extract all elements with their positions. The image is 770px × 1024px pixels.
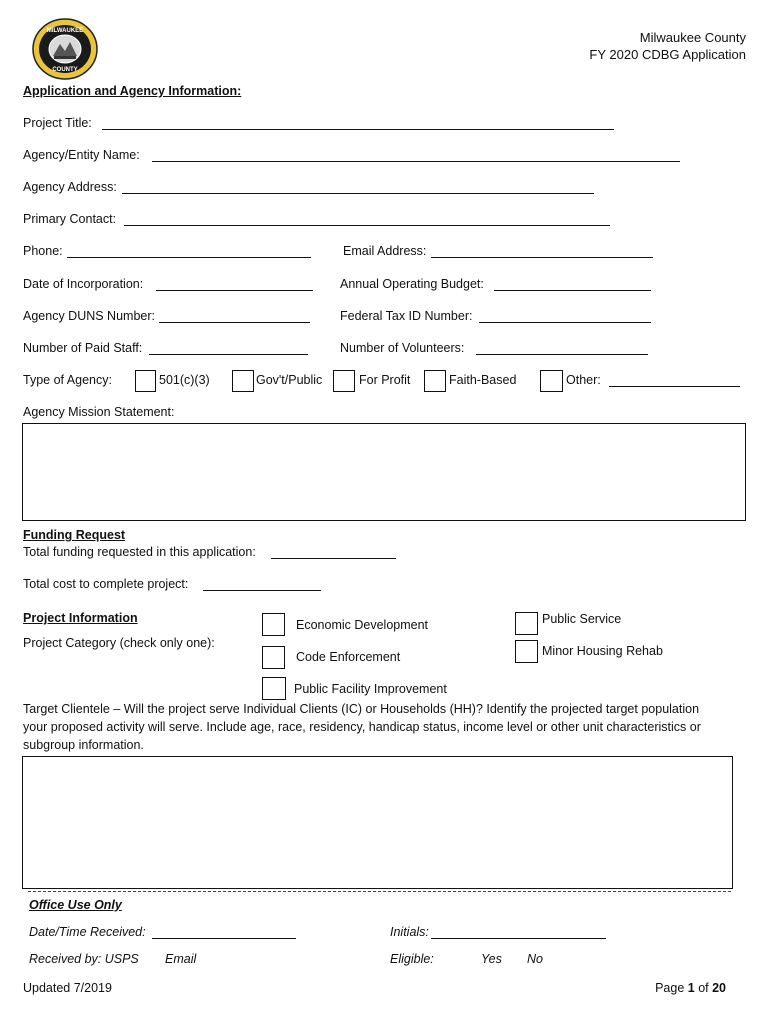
- page-of: of: [694, 981, 713, 995]
- budget-label: Annual Operating Budget:: [340, 277, 484, 291]
- tax-id-field[interactable]: [479, 322, 651, 323]
- public-facility-label: Public Facility Improvement: [294, 682, 447, 696]
- svg-text:COUNTY: COUNTY: [52, 67, 78, 73]
- mission-statement-label: Agency Mission Statement:: [23, 405, 175, 419]
- phone-label: Phone:: [23, 244, 63, 258]
- economic-development-label: Economic Development: [296, 618, 429, 632]
- office-use-title: Office Use Only: [29, 898, 122, 912]
- section-title-agency: Application and Agency Information:: [23, 84, 242, 98]
- county-seal-logo: [32, 18, 98, 80]
- eligible-label: Eligible:: [390, 952, 434, 966]
- header-doc-title: FY 2020 CDBG Application: [589, 47, 746, 62]
- eligible-no: No: [527, 952, 543, 966]
- checkbox-economic-development[interactable]: [262, 613, 285, 636]
- project-information-title: Project Information: [23, 611, 138, 625]
- checkbox-other[interactable]: [540, 370, 563, 392]
- agency-address-field[interactable]: [122, 193, 594, 194]
- target-clientele-line-1: Target Clientele – Will the project serve Individual Clients (IC) or Households (HH)? Identify the projected target population: [23, 702, 700, 716]
- checkbox-public-service[interactable]: [515, 612, 538, 635]
- page-total: 20: [712, 981, 726, 995]
- mission-statement-box[interactable]: [22, 423, 746, 521]
- checkbox-govt-public[interactable]: [232, 370, 254, 392]
- office-use-divider: [28, 891, 731, 892]
- type-501c3-label: 501(c)(3): [159, 373, 210, 387]
- target-clientele-line-3: subgroup information.: [23, 738, 144, 752]
- checkbox-faith-based[interactable]: [424, 370, 446, 392]
- date-received-field[interactable]: [152, 938, 296, 939]
- primary-contact-field[interactable]: [124, 225, 610, 226]
- agency-name-field[interactable]: [152, 161, 680, 162]
- page-number: 1: [687, 981, 695, 995]
- checkbox-for-profit[interactable]: [333, 370, 355, 392]
- total-cost-field[interactable]: [203, 590, 321, 591]
- type-other-label: Other:: [566, 373, 601, 387]
- svg-text:MILWAUKEE: MILWAUKEE: [46, 28, 84, 34]
- header-org: Milwaukee County: [639, 30, 746, 45]
- agency-type-label: Type of Agency:: [23, 373, 112, 387]
- checkbox-public-facility[interactable]: [262, 677, 286, 700]
- type-faith-based-label: Faith-Based: [449, 373, 517, 387]
- duns-label: Agency DUNS Number:: [23, 309, 155, 323]
- paid-staff-label: Number of Paid Staff:: [23, 341, 143, 355]
- agency-name-label: Agency/Entity Name:: [23, 148, 140, 162]
- budget-field[interactable]: [494, 290, 651, 291]
- initials-field[interactable]: [431, 938, 606, 939]
- date-incorporation-field[interactable]: [156, 290, 313, 291]
- primary-contact-label: Primary Contact:: [23, 212, 117, 226]
- received-by-label: Received by: USPS: [29, 952, 139, 966]
- agency-address-label: Agency Address:: [23, 180, 117, 194]
- page-prefix: Page: [655, 981, 688, 995]
- page-indicator: [655, 981, 726, 995]
- duns-field[interactable]: [159, 322, 310, 323]
- tax-id-label: Federal Tax ID Number:: [340, 309, 473, 323]
- received-by-email: Email: [165, 952, 197, 966]
- type-govt-public-label: Gov't/Public: [256, 373, 323, 387]
- project-title-field[interactable]: [102, 129, 614, 130]
- type-other-field[interactable]: [609, 386, 740, 387]
- email-label: Email Address:: [343, 244, 427, 258]
- funding-request-title: Funding Request: [23, 528, 126, 542]
- volunteers-field[interactable]: [476, 354, 648, 355]
- code-enforcement-label: Code Enforcement: [296, 650, 401, 664]
- initials-label: Initials:: [390, 925, 429, 939]
- eligible-yes: Yes: [481, 952, 502, 966]
- email-field[interactable]: [431, 257, 653, 258]
- date-incorporation-label: Date of Incorporation:: [23, 277, 144, 291]
- checkbox-minor-housing-rehab[interactable]: [515, 640, 538, 663]
- date-received-label: Date/Time Received:: [29, 925, 146, 939]
- target-clientele-box[interactable]: [22, 756, 733, 889]
- public-service-label: Public Service: [542, 612, 622, 626]
- paid-staff-field[interactable]: [149, 354, 308, 355]
- target-clientele-line-2: your proposed activity will serve. Include age, race, residency, handicap status, income level or other unit characteristics or: [23, 720, 701, 734]
- total-cost-label: Total cost to complete project:: [23, 577, 189, 591]
- checkbox-501c3[interactable]: [135, 370, 156, 392]
- updated-date: Updated 7/2019: [23, 981, 112, 995]
- checkbox-code-enforcement[interactable]: [262, 646, 285, 669]
- project-category-label: Project Category (check only one):: [23, 636, 215, 650]
- volunteers-label: Number of Volunteers:: [340, 341, 465, 355]
- minor-housing-rehab-label: Minor Housing Rehab: [542, 644, 663, 658]
- total-requested-field[interactable]: [271, 558, 396, 559]
- type-for-profit-label: For Profit: [359, 373, 411, 387]
- phone-field[interactable]: [67, 257, 311, 258]
- total-requested-label: Total funding requested in this application:: [23, 545, 256, 559]
- project-title-label: Project Title:: [23, 116, 92, 130]
